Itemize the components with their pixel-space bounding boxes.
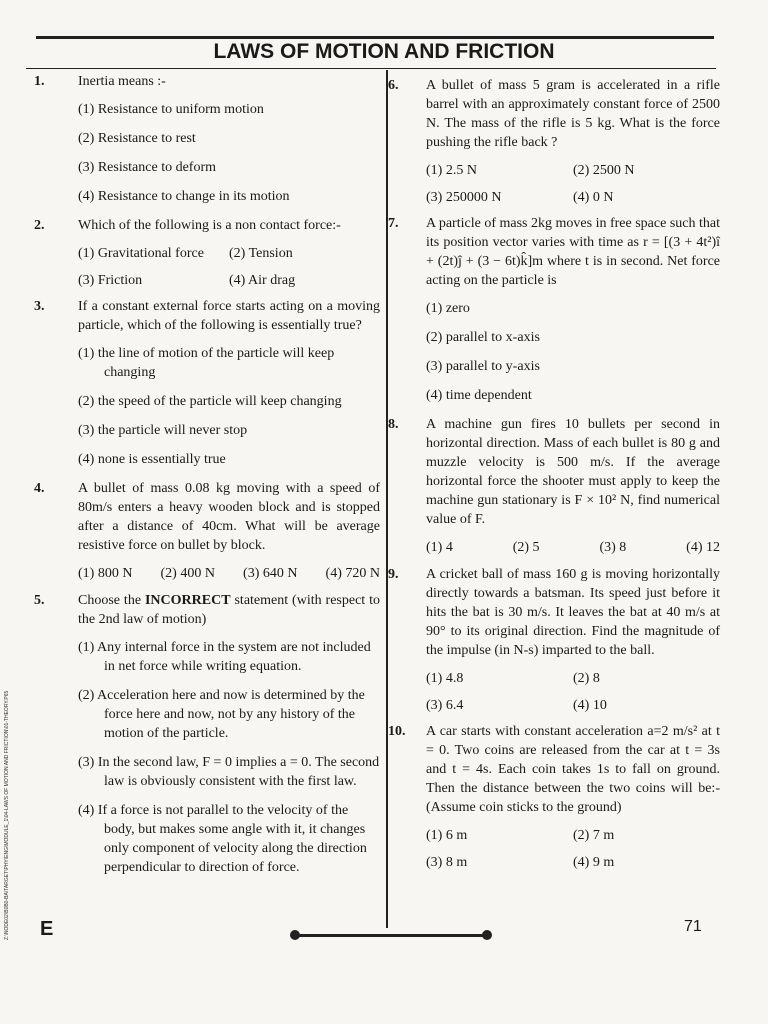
question-item: [388, 722, 720, 872]
answer-option: (3) 8: [599, 540, 627, 555]
question-item: [34, 72, 380, 206]
answer-option: (2) the speed of the particle will keep changing: [78, 394, 342, 409]
answer-option: (4) none is essentially true: [78, 452, 226, 467]
question-number: 1.: [34, 74, 45, 89]
answer-option: (1) Resistance to uniform motion: [78, 102, 264, 117]
question-text: A bullet of mass 0.08 kg moving with a speed of 80m/s enters a heavy wooden block and is stopped after a distance of 40cm. What will be average resistive force on bullet by block.: [78, 481, 380, 553]
question-text: Which of the following is a non contact force:-: [78, 218, 341, 233]
question-text: A car starts with constant acceleration a=2 m/s² at t = 0. Two coins are released from the car at t = 3s and t = 4s. Each coin takes 1s to fall on ground. Then the distance between the two coins will be:- (Assume coin sticks to the ground): [426, 724, 720, 815]
answer-option: (2) Tension: [229, 246, 293, 261]
answer-option: (3) 640 N: [243, 566, 298, 581]
answer-option: (3) In the second law, F = 0 implies a = 0. The second law is obviously consistent with the first law.: [78, 755, 380, 789]
question-number: 7.: [388, 216, 399, 231]
answer-option: (2) Acceleration here and now is determined by the force here and now, not by any history of the motion of the particle.: [78, 688, 365, 741]
answer-option: (1) 2.5 N: [426, 163, 477, 178]
answer-option: (3) Resistance to deform: [78, 160, 217, 175]
footer-dot-right: [482, 930, 492, 940]
answer-option: (3) the particle will never stop: [78, 423, 248, 438]
answer-option: (4) 720 N: [325, 566, 380, 581]
answer-option: (2) Resistance to rest: [78, 131, 196, 146]
answer-option: (2) 2500 N: [573, 163, 635, 178]
answer-option: (4) time dependent: [426, 388, 532, 403]
question-item: [388, 565, 720, 715]
answer-option: (4) Resistance to change in its motion: [78, 189, 290, 204]
options-grid: [426, 826, 720, 872]
answer-option: (1) Any internal force in the system are not included in net force while writing equation.: [78, 640, 371, 674]
right-column: [388, 76, 720, 879]
answer-option: (2) 7 m: [573, 828, 615, 843]
answer-option: (2) 400 N: [160, 566, 215, 581]
question-number: 2.: [34, 218, 45, 233]
title-underline: [26, 68, 716, 69]
answer-option: (1) 800 N: [78, 566, 133, 581]
answer-option: (4) If a force is not parallel to the velocity of the body, but makes some angle with it, it changes only component of velocity along the direction perpendicular to direction of force.: [78, 803, 367, 875]
corner-letter: E: [40, 918, 54, 940]
answer-option: (1) Gravitational force: [78, 246, 204, 261]
left-column: [34, 72, 380, 887]
question-text: A machine gun fires 10 bullets per second in horizontal direction. Mass of each bullet is 80 g and muzzle velocity is 500 m/s. If the average horizontal force the shooter must apply to keep the machine gun stationary is F × 10² N, find numerical value of F.: [426, 417, 720, 527]
answer-option: (1) the line of motion of the particle will keep changing: [78, 346, 335, 380]
answer-option: (3) 250000 N: [426, 190, 502, 205]
question-number: 4.: [34, 481, 45, 496]
question-item: [34, 297, 380, 469]
answer-option: (2) 8: [573, 671, 600, 686]
page-number: 71: [684, 918, 702, 935]
answer-option: (4) Air drag: [229, 273, 296, 288]
answer-option: (4) 12: [686, 540, 720, 555]
answer-option: (4) 10: [573, 698, 607, 713]
answer-option: (3) Friction: [78, 273, 143, 288]
answer-option: (2) 5: [512, 540, 540, 555]
question-text-emphasis: INCORRECT: [144, 593, 231, 608]
question-text: A bullet of mass 5 gram is accelerated in a rifle barrel with an approximately constant force of 2500 N. The mass of the rifle is 5 kg. What is the force pushing the rifle back ?: [426, 78, 720, 150]
question-number: 6.: [388, 78, 399, 93]
question-item: [388, 415, 720, 557]
question-item: [34, 479, 380, 583]
question-item: [34, 216, 380, 290]
question-text: A particle of mass 2kg moves in free space such that its position vector varies with time as r = [(3 + 4t²)î + (2t)ĵ + (3 − 6t)k̂]m where t is in second. Net force acting on the particle is: [426, 216, 720, 288]
answer-option: (4) 0 N: [573, 190, 614, 205]
question-text-part: Choose the: [78, 593, 145, 608]
answer-option: (1) 6 m: [426, 828, 468, 843]
answer-option: (3) 8 m: [426, 855, 468, 870]
options-row: [426, 538, 720, 557]
answer-option: (1) 4.8: [426, 671, 464, 686]
footer-dot-left: [290, 930, 300, 940]
side-file-path: Z:\NODE02\B0B0-BA\TARGET\PHY\ENG\MODULE_1\04-LAWS OF MOTION AND FRICTION\01-THEORY.P65: [4, 690, 10, 940]
options-grid: [78, 244, 380, 290]
answer-option: (3) 6.4: [426, 698, 464, 713]
question-text: If a constant external force starts acting on a moving particle, which of the following is essentially true?: [78, 299, 380, 333]
question-number: 3.: [34, 299, 45, 314]
answer-option: (2) parallel to x-axis: [426, 330, 540, 345]
question-number: 9.: [388, 567, 399, 582]
page-title: LAWS OF MOTION AND FRICTION: [213, 40, 555, 63]
options-grid: [426, 669, 720, 715]
answer-option: (1) 4: [426, 540, 453, 555]
answer-option: (1) zero: [426, 301, 470, 316]
question-item: [388, 214, 720, 405]
question-number: 8.: [388, 417, 399, 432]
footer-bar: [296, 934, 488, 937]
question-number: 5.: [34, 593, 45, 608]
options-grid: [426, 161, 720, 207]
top-rule: [36, 36, 714, 39]
question-text: [78, 591, 380, 629]
question-item: [388, 76, 720, 207]
question-text: A cricket ball of mass 160 g is moving horizontally directly towards a batsman. Its speed just before it hits the bat is 30 m/s. It leaves the bat at 40 m/s at 90° to its original direction. Find the magnitude of the impulse (in N-s) imparted to the ball.: [426, 567, 720, 658]
question-text-part: statement (with respect to the 2nd law of motion): [78, 593, 380, 627]
question-text: Inertia means :-: [78, 74, 166, 89]
answer-option: (4) 9 m: [573, 855, 615, 870]
question-number: 10.: [388, 724, 406, 739]
answer-option: (3) parallel to y-axis: [426, 359, 540, 374]
question-item: [34, 591, 380, 877]
options-row: [78, 564, 380, 583]
